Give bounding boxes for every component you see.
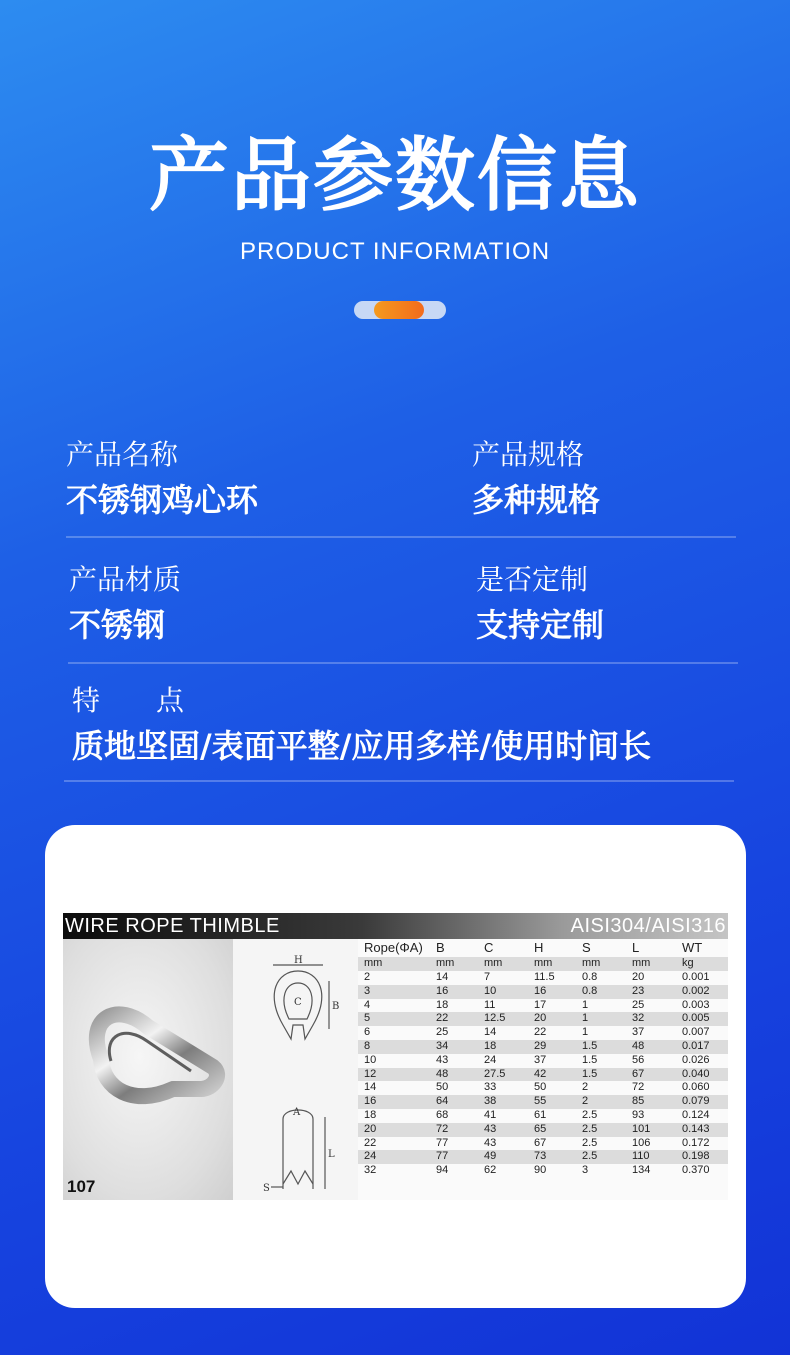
table-cell: 22 [436, 1012, 449, 1025]
table-cell: 43 [484, 1136, 497, 1149]
table-header-row [358, 939, 728, 958]
table-cell: 65 [534, 1122, 547, 1135]
table-cell: 16 [534, 984, 547, 997]
table-cell: 32 [364, 1164, 377, 1177]
table-cell: 20 [632, 971, 645, 983]
table-row [358, 1164, 728, 1178]
table-cell: 22 [364, 1136, 377, 1149]
table-cell: 62 [484, 1164, 497, 1177]
model-number: 107 [67, 1177, 96, 1196]
table-cell: 0.124 [682, 1109, 710, 1121]
table-cell: 0.8 [582, 971, 598, 983]
table-cell: 5 [364, 1012, 371, 1025]
spec-sheet [63, 913, 728, 1200]
table-cell: 90 [534, 1164, 547, 1177]
table-cell: 0.026 [682, 1053, 710, 1066]
table-cell: 1 [582, 998, 589, 1011]
table-cell: 0.079 [682, 1095, 710, 1108]
table-cell: kg [682, 957, 694, 969]
table-cell: 110 [632, 1150, 650, 1163]
table-cell: 0.001 [682, 971, 710, 983]
table-cell: 24 [484, 1053, 497, 1066]
dim-letter: B [332, 1001, 340, 1012]
table-cell: 0.007 [682, 1026, 710, 1039]
table-cell: 43 [436, 1053, 449, 1066]
table-cell: 27.5 [484, 1067, 506, 1080]
table-cell: 50 [436, 1081, 449, 1094]
table-cell: 38 [484, 1095, 497, 1108]
table-cell: 2.5 [582, 1109, 598, 1121]
table-cell: 72 [436, 1122, 449, 1135]
spec-card [45, 825, 746, 1308]
table-cell: L [632, 940, 640, 955]
divider [68, 662, 738, 664]
table-cell: WT [682, 940, 703, 955]
table-row [358, 1026, 728, 1040]
table-cell: 17 [534, 998, 547, 1011]
table-row [358, 1137, 728, 1151]
table-cell: 68 [436, 1109, 449, 1121]
table-row [358, 1150, 728, 1164]
table-cell: 49 [484, 1150, 497, 1163]
param-label: 是否定制 [476, 563, 589, 596]
table-cell: 0.060 [682, 1081, 710, 1094]
table-units-row [358, 957, 728, 971]
table-row [358, 1040, 728, 1054]
table-cell: 23 [632, 984, 645, 997]
table-cell: 4 [364, 998, 371, 1011]
table-cell: 0.172 [682, 1136, 710, 1149]
table-cell: 67 [534, 1136, 547, 1149]
table-cell: 3 [364, 984, 371, 997]
table-cell: 1.5 [582, 1067, 598, 1080]
param-value: 不锈钢 [69, 606, 166, 644]
table-row [358, 1012, 728, 1026]
table-cell: 77 [436, 1150, 449, 1163]
title-decoration-pill [354, 301, 446, 319]
table-cell: 77 [436, 1136, 449, 1149]
table-cell: 16 [364, 1095, 377, 1108]
table-row [358, 1054, 728, 1068]
table-cell: 32 [632, 1012, 645, 1025]
table-cell: 11.5 [534, 971, 555, 983]
table-cell: 18 [436, 998, 449, 1011]
table-row [358, 985, 728, 999]
table-cell: 0.017 [682, 1040, 710, 1052]
table-cell: 41 [484, 1109, 497, 1121]
table-cell: 0.005 [682, 1012, 710, 1025]
dim-letter: A [293, 1107, 301, 1118]
table-cell: Rope(ΦA) [364, 940, 423, 955]
table-cell: 64 [436, 1095, 449, 1108]
product-photo [63, 939, 233, 1200]
table-cell: 48 [436, 1067, 449, 1080]
pill-accent [374, 301, 424, 319]
table-cell: 8 [364, 1040, 371, 1052]
table-cell: 18 [364, 1109, 377, 1121]
table-cell: 2.5 [582, 1150, 598, 1163]
page-subtitle: PRODUCT INFORMATION [239, 238, 551, 265]
table-cell: 0.370 [682, 1164, 710, 1177]
table-row [358, 1123, 728, 1137]
table-cell: mm [484, 957, 503, 969]
table-cell: 101 [632, 1122, 651, 1135]
table-cell: S [582, 940, 591, 955]
table-cell: 1.5 [582, 1040, 598, 1052]
table-row [358, 971, 728, 985]
table-cell: 106 [632, 1136, 651, 1149]
param-features [72, 684, 651, 766]
table-cell: 48 [632, 1040, 645, 1052]
table-cell: 12.5 [484, 1012, 506, 1025]
table-cell: 0.040 [682, 1067, 710, 1080]
table-cell: 43 [484, 1122, 497, 1135]
table-cell: 20 [364, 1122, 377, 1135]
param-product-material [69, 563, 181, 645]
table-cell: 2 [582, 1081, 589, 1094]
table-cell: 18 [484, 1040, 497, 1052]
table-cell: 55 [534, 1095, 547, 1108]
divider [64, 780, 734, 782]
table-cell: 73 [534, 1150, 547, 1163]
param-customizable [476, 563, 604, 645]
technical-drawing [233, 939, 358, 1200]
param-value: 多种规格 [472, 481, 601, 519]
table-cell: 94 [436, 1164, 449, 1177]
table-cell: 12 [364, 1067, 377, 1080]
param-value: 不锈钢鸡心环 [66, 481, 259, 519]
table-cell: 67 [632, 1067, 645, 1080]
table-cell: 16 [436, 984, 449, 997]
spec-title: WIRE ROPE THIMBLE [65, 915, 280, 937]
dim-letter: S [263, 1183, 270, 1194]
table-cell: mm [632, 957, 651, 969]
table-row [358, 999, 728, 1013]
table-cell: H [534, 940, 544, 955]
param-label: 产品名称 [66, 438, 179, 471]
table-cell: 0.002 [682, 984, 710, 997]
table-cell: 1.5 [582, 1053, 598, 1066]
table-cell: 7 [484, 971, 491, 983]
table-cell: 10 [364, 1053, 377, 1066]
table-cell: 29 [534, 1040, 547, 1052]
param-value: 支持定制 [476, 606, 605, 644]
table-cell: 33 [484, 1081, 497, 1094]
param-product-spec [472, 438, 600, 520]
table-cell: C [484, 940, 494, 955]
table-cell: 93 [632, 1109, 645, 1121]
table-cell: 1 [582, 1026, 589, 1039]
table-cell: 2 [582, 1095, 589, 1108]
table-cell: mm [364, 957, 383, 969]
table-cell: 0.143 [682, 1122, 710, 1135]
table-cell: 61 [534, 1109, 547, 1121]
table-cell: 72 [632, 1081, 645, 1094]
table-cell: 3 [582, 1164, 589, 1177]
table-cell: 10 [484, 984, 497, 997]
table-cell: 85 [632, 1095, 645, 1108]
table-cell: 0.8 [582, 984, 598, 997]
spec-header-bar [63, 913, 728, 939]
table-cell: 25 [632, 998, 645, 1011]
dim-letter: H [294, 955, 303, 966]
table-cell: 0.003 [682, 998, 710, 1011]
table-cell: 34 [436, 1040, 449, 1052]
table-cell: 42 [534, 1067, 547, 1080]
table-cell: 2.5 [582, 1122, 598, 1135]
table-cell: mm [582, 957, 601, 969]
table-cell: B [436, 940, 445, 955]
table-row [358, 1109, 728, 1123]
table-cell: 134 [632, 1164, 651, 1177]
table-cell: 50 [534, 1081, 547, 1094]
table-cell: 14 [484, 1026, 497, 1039]
table-cell: 24 [364, 1150, 377, 1163]
divider [66, 536, 736, 538]
thimble-photo-illustration [63, 939, 233, 1169]
table-cell: 6 [364, 1026, 371, 1039]
table-cell: 1 [582, 1012, 589, 1025]
page-title: 产品参数信息 [149, 129, 641, 222]
table-cell: 37 [534, 1053, 547, 1066]
spec-table [358, 939, 728, 1200]
table-cell: 14 [364, 1081, 377, 1094]
dim-letter: L [328, 1149, 335, 1160]
table-row [358, 1068, 728, 1082]
table-cell: 0.198 [682, 1150, 710, 1163]
table-cell: mm [534, 957, 553, 969]
table-row [358, 1081, 728, 1095]
table-cell: 2.5 [582, 1136, 598, 1149]
table-cell: 56 [632, 1053, 645, 1066]
param-product-name [66, 438, 258, 520]
table-cell: 37 [632, 1026, 645, 1039]
table-cell: 2 [364, 971, 371, 983]
table-cell: 22 [534, 1026, 547, 1039]
param-label: 特 点 [72, 684, 185, 717]
param-label: 产品材质 [69, 563, 182, 596]
table-row [358, 1095, 728, 1109]
dim-letter: C [294, 997, 302, 1008]
spec-grade: AISI304/AISI316 [570, 915, 726, 937]
table-cell: 25 [436, 1026, 449, 1039]
table-cell: 11 [484, 998, 496, 1011]
param-label: 产品规格 [472, 438, 585, 471]
param-value: 质地坚固/表面平整/应用多样/使用时间长 [72, 727, 652, 765]
table-cell: 14 [436, 971, 449, 983]
table-cell: mm [436, 957, 455, 969]
table-cell: 20 [534, 1012, 547, 1025]
